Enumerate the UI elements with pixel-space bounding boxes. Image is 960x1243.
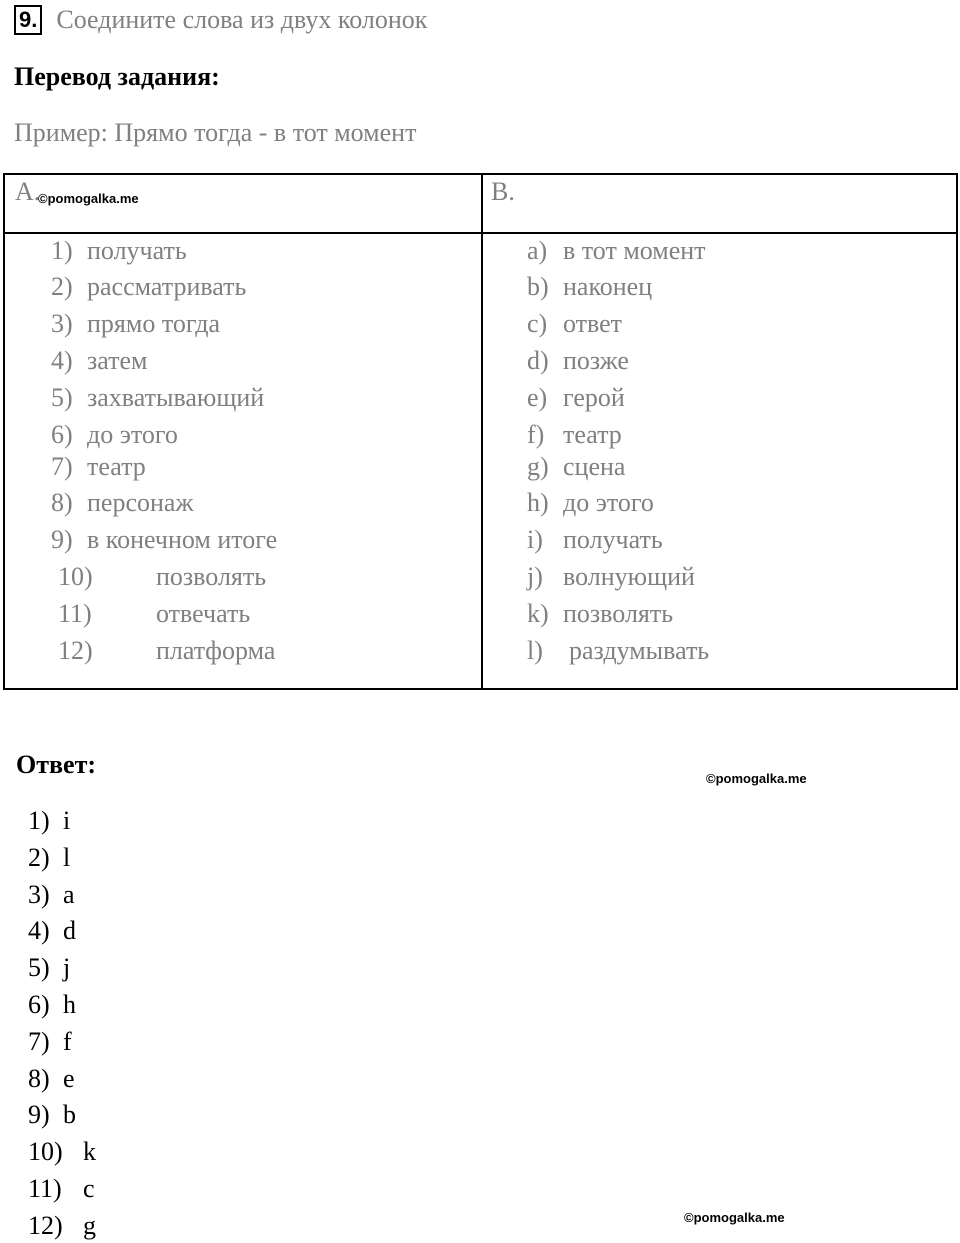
column-b-item: c) ответ [527,309,623,338]
answer-item: 1) i [28,806,71,835]
column-a-item: 4) затем [51,346,148,375]
column-b-item: h) до этого [527,488,654,517]
watermark: ©pomogalka.me [684,1210,785,1225]
column-a-item: 10) позволять [58,562,267,591]
column-a-item: 7) театр [51,452,146,481]
column-b-item: j) волнующий [527,562,695,591]
answer-item: 10) k [28,1137,96,1166]
column-b-item: l) раздумывать [527,636,710,665]
answer-item: 9) b [28,1100,76,1129]
task-title: Соедините слова из двух колонок [56,5,428,34]
watermark: ©pomogalka.me [706,771,807,786]
column-a-item: 9) в конечном итоге [51,525,278,554]
answer-item: 6) h [28,990,76,1019]
column-a-item: 8) персонаж [51,488,194,517]
answer-item: 8) e [28,1064,75,1093]
column-a-item: 3) прямо тогда [51,309,220,338]
column-a-item: 6) до этого [51,420,178,449]
example-text: Пример: Прямо тогда - в тот момент [14,118,417,147]
column-b-item: g) сцена [527,452,626,481]
answer-item: 2) l [28,843,71,872]
column-b-item: a) в тот момент [527,236,706,265]
column-a-item: 1) получать [51,236,187,265]
column-a-item: 11) отвечать [58,599,251,628]
task-number: 9. [14,5,42,35]
answer-item: 11) c [28,1174,95,1203]
column-a-item: 5) захватывающий [51,383,265,412]
column-a-item: 12) платформа [58,636,276,665]
task-header [14,4,427,36]
column-a-item: 2) рассматривать [51,272,247,301]
column-b-item: i) получать [527,525,663,554]
column-b-item: e) герой [527,383,625,412]
column-a-header: A. [15,177,41,206]
answer-item: 7) f [28,1027,72,1056]
column-divider [481,175,483,688]
column-b-item: b) наконец [527,272,653,301]
column-b-header: B. [491,177,515,206]
translation-label: Перевод задания: [14,62,220,91]
answer-item: 4) d [28,916,76,945]
answer-item: 5) j [28,953,71,982]
answer-item: 3) a [28,880,75,909]
answer-label: Ответ: [16,750,97,779]
header-divider [5,232,956,234]
column-b-item: k) позволять [527,599,674,628]
column-b-item: d) позже [527,346,629,375]
answer-item: 12) g [28,1211,96,1240]
column-b-item: f) театр [527,420,622,449]
watermark: ©pomogalka.me [38,191,139,206]
matching-table [3,173,958,690]
